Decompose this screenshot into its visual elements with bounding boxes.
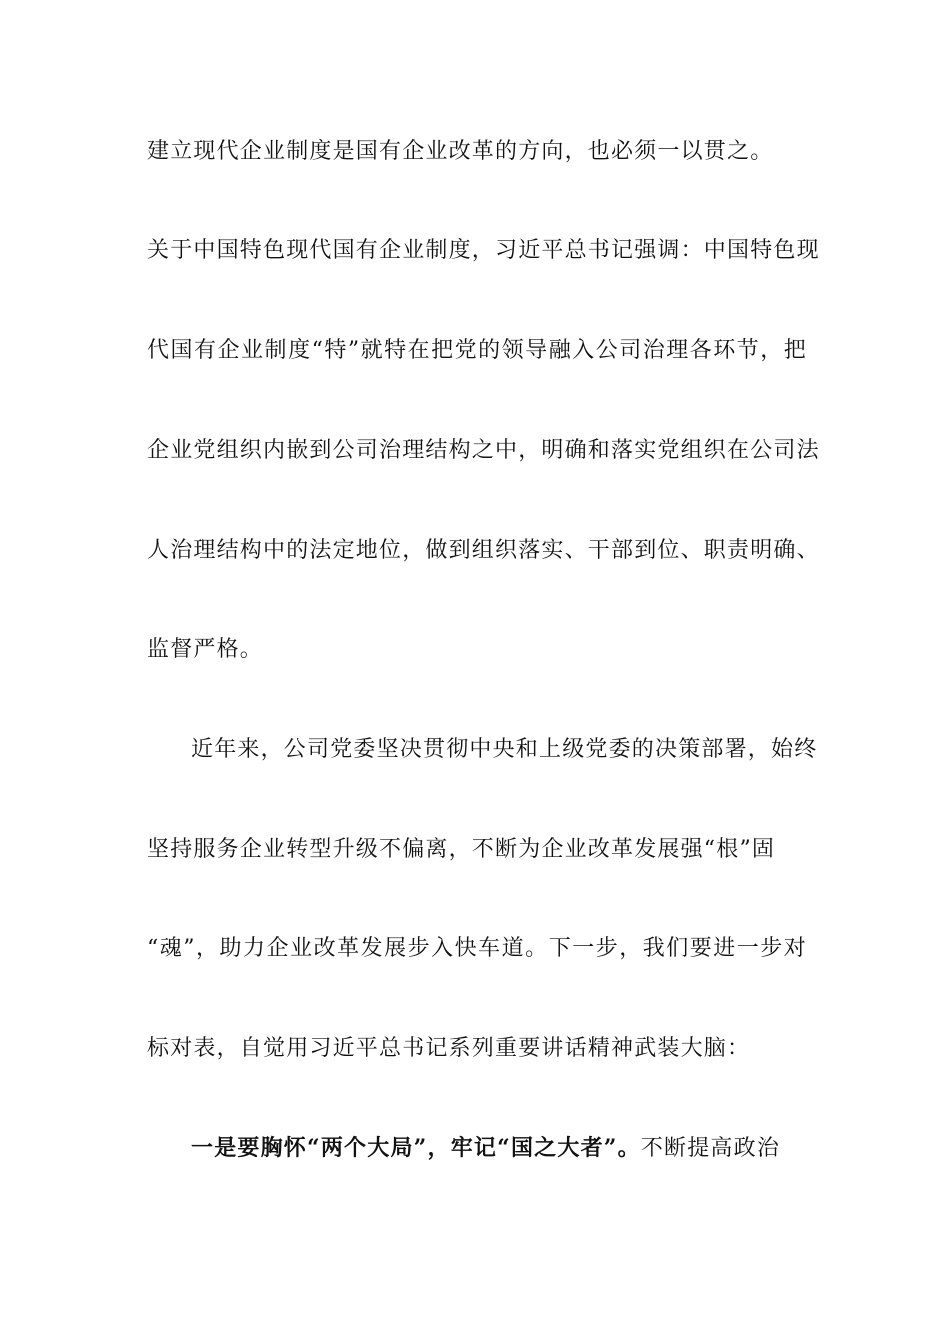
paragraph-line-3: 代国有企业制度“特”就特在把党的领导融入公司治理各环节，把	[147, 338, 807, 363]
paragraph-line-10: 标对表，自觉用习近平总书记系列重要讲话精神武装大脑：	[147, 1036, 751, 1061]
paragraph-line-5: 人治理结构中的法定地位，做到组织落实、干部到位、职责明确、	[147, 538, 820, 563]
continuation-text: 不断提高政治	[640, 1136, 781, 1161]
paragraph-line-2: 关于中国特色现代国有企业制度，习近平总书记强调：中国特色现	[147, 238, 820, 263]
bold-heading-text: 一是要胸怀“两个大局”，牢记“国之大者”。	[191, 1135, 641, 1161]
paragraph-line-1: 建立现代企业制度是国有企业改革的方向，也必须一以贯之。	[147, 139, 774, 164]
paragraph-line-9: “魂”，助力企业改革发展步入快车道。下一步，我们要进一步对	[147, 936, 807, 961]
paragraph-line-4: 企业党组织内嵌到公司治理结构之中，明确和落实党组织在公司法	[147, 438, 820, 463]
paragraph-line-8: 坚持服务企业转型升级不偏离，不断为企业改革发展强“根”固	[147, 837, 776, 862]
paragraph-line-6: 监督严格。	[147, 637, 264, 662]
paragraph-line-7: 近年来，公司党委坚决贯彻中央和上级党委的决策部署，始终	[191, 737, 818, 762]
paragraph-line-11	[191, 1133, 791, 1164]
